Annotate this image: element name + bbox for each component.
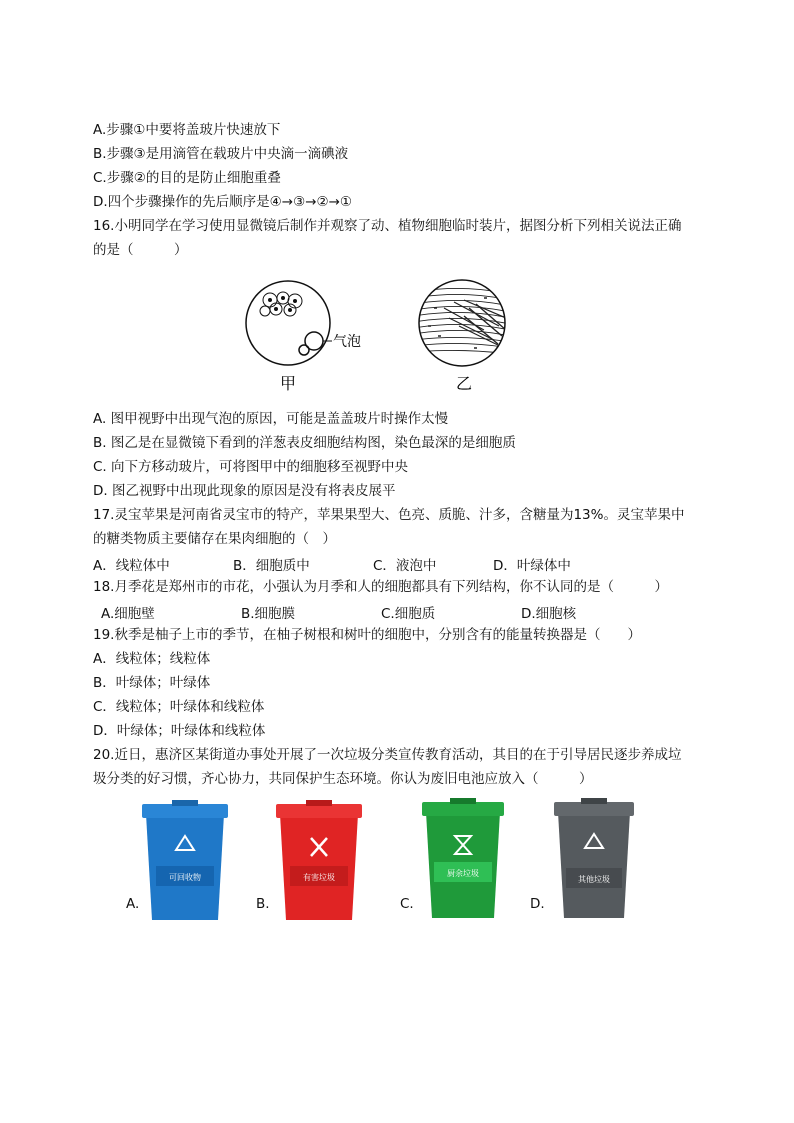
bin-a-recyclable xyxy=(142,800,228,924)
q16-option-a: A. 图甲视野中出现气泡的原因，可能是盖盖玻片时操作太慢 xyxy=(93,411,449,427)
q18-option-d: D.细胞核 xyxy=(521,606,577,622)
bin-d-letter: D. xyxy=(530,896,545,912)
q15-option-a: A.步骤①中要将盖玻片快速放下 xyxy=(93,122,281,138)
bin-d-label: 其他垃圾 xyxy=(578,875,610,884)
q15-option-c: C.步骤②的目的是防止细胞重叠 xyxy=(93,170,281,186)
bin-d-other-waste xyxy=(554,798,634,922)
q15-option-d: D.四个步骤操作的先后顺序是④→③→②→① xyxy=(93,194,353,210)
q17-option-a: A．线粒体中 xyxy=(93,558,170,574)
q18-option-c: C.细胞质 xyxy=(381,606,436,622)
q17-stem-line1: 17.灵宝苹果是河南省灵宝市的特产，苹果果型大、色亮、质脆、汁多，含糖量为13%。灵宝苹果中 xyxy=(93,507,685,523)
figure-yi xyxy=(414,278,514,398)
bin-a-label: 可回收物 xyxy=(169,873,201,882)
q17-option-d: D．叶绿体中 xyxy=(493,558,571,574)
bin-b-letter: B. xyxy=(256,896,270,912)
figure-jia xyxy=(240,278,390,398)
q19-option-d: D．叶绿体；叶绿体和线粒体 xyxy=(93,723,266,739)
bin-b-hazardous xyxy=(276,800,362,924)
q16-stem-line2: 的是（ ） xyxy=(93,242,188,258)
q16-option-b: B. 图乙是在显微镜下看到的洋葱表皮细胞结构图，染色最深的是细胞质 xyxy=(93,435,516,451)
q19-stem: 19.秋季是柚子上市的季节，在柚子树根和树叶的细胞中，分别含有的能量转换器是（ ） xyxy=(93,627,641,643)
q19-option-c: C．线粒体；叶绿体和线粒体 xyxy=(93,699,265,715)
bin-c-letter: C. xyxy=(400,896,414,912)
q19-option-b: B．叶绿体；叶绿体 xyxy=(93,675,211,691)
q17-option-b: B．细胞质中 xyxy=(233,558,310,574)
q20-stem-line2: 圾分类的好习惯，齐心协力，共同保护生态环境。你认为废旧电池应放入（ ） xyxy=(93,771,593,787)
q16-option-d: D. 图乙视野中出现此现象的原因是没有将表皮展平 xyxy=(93,483,396,499)
q16-stem-line1: 16.小明同学在学习使用显微镜后制作并观察了动、植物细胞临时装片，据图分析下列相关说法正确 xyxy=(93,218,682,234)
q17-stem-line2: 的糖类物质主要储存在果肉细胞的（ ） xyxy=(93,531,336,547)
field-of-view-jia xyxy=(246,281,330,365)
q15-option-b: B.步骤③是用滴管在载玻片中央滴一滴碘液 xyxy=(93,146,349,162)
bubble-label: 气泡 xyxy=(333,334,361,350)
q19-option-a: A．线粒体；线粒体 xyxy=(93,651,211,667)
animal-cells xyxy=(260,292,302,316)
figure-yi-caption: 乙 xyxy=(456,374,473,393)
q17-option-c: C．液泡中 xyxy=(373,558,437,574)
bin-c-kitchen-waste xyxy=(422,798,504,922)
bin-a-letter: A. xyxy=(126,896,140,912)
bin-c-label: 厨余垃圾 xyxy=(447,869,479,878)
q18-stem: 18.月季花是郑州市的市花，小强认为月季和人的细胞都具有下列结构，你不认同的是（ ） xyxy=(93,579,668,595)
q20-stem-line1: 20.近日，惠济区某街道办事处开展了一次垃圾分类宣传教育活动，其目的在于引导居民逐步养成垃 xyxy=(93,747,682,763)
bin-b-label: 有害垃圾 xyxy=(303,873,335,882)
q18-option-a: A.细胞壁 xyxy=(101,606,155,622)
onion-epidermis-cells xyxy=(414,288,510,354)
q16-option-c: C. 向下方移动玻片，可将图甲中的细胞移至视野中央 xyxy=(93,459,409,475)
figure-jia-caption: 甲 xyxy=(280,374,297,393)
q18-option-b: B.细胞膜 xyxy=(241,606,296,622)
